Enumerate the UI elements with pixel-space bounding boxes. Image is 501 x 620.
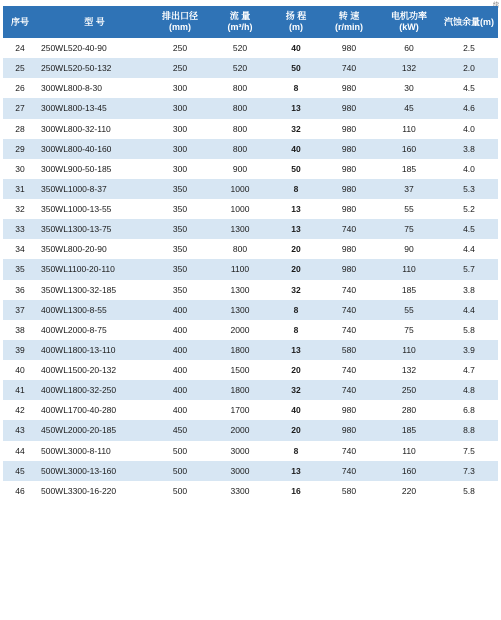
cell-head: 20 xyxy=(291,264,301,275)
cell-no: 41 xyxy=(15,385,25,396)
table-row xyxy=(3,400,498,420)
cell-speed: 740 xyxy=(341,385,357,396)
cell-flow: 1000 xyxy=(230,183,250,194)
table-row xyxy=(3,461,498,481)
cell-model: 400WL1300-8-55 xyxy=(41,304,107,315)
table-header xyxy=(3,6,498,38)
cell-power: 132 xyxy=(401,63,417,74)
cell-outlet: 450 xyxy=(172,425,188,436)
cell-speed: 740 xyxy=(341,324,357,335)
cell-model: 500WL3000-13-160 xyxy=(41,465,117,476)
cell-flow: 1300 xyxy=(230,224,250,235)
cell-flow: 3000 xyxy=(230,445,250,456)
cell-power: 185 xyxy=(401,163,417,174)
cell-speed: 980 xyxy=(341,123,357,134)
cell-flow: 800 xyxy=(232,83,248,94)
table-row xyxy=(3,441,498,461)
cell-head: 50 xyxy=(291,163,301,174)
cell-model: 400WL2000-8-75 xyxy=(41,324,107,335)
table-row xyxy=(3,119,498,139)
cell-no: 35 xyxy=(15,264,25,275)
cell-power: 185 xyxy=(401,284,417,295)
cell-outlet: 400 xyxy=(172,405,188,416)
cell-no: 46 xyxy=(15,485,25,496)
cell-power: 132 xyxy=(401,365,417,376)
cell-speed: 980 xyxy=(341,183,357,194)
header-no: 序号 xyxy=(10,16,29,27)
cell-no: 28 xyxy=(15,123,25,134)
cell-power: 75 xyxy=(404,324,414,335)
cell-speed: 980 xyxy=(341,264,357,275)
cell-flow: 1800 xyxy=(230,385,250,396)
cell-speed: 740 xyxy=(341,445,357,456)
header-row xyxy=(3,6,498,38)
header-power-line2: (kW) xyxy=(399,22,419,32)
cell-npsh: 5.8 xyxy=(463,485,475,496)
cell-model: 500WL3300-16-220 xyxy=(41,485,117,496)
cell-head: 40 xyxy=(291,43,301,54)
cell-speed: 740 xyxy=(341,465,357,476)
cell-model: 350WL800-20-90 xyxy=(41,244,107,255)
header-speed xyxy=(320,6,378,38)
table-row xyxy=(3,320,498,340)
cell-head: 8 xyxy=(293,183,299,194)
table-row xyxy=(3,219,498,239)
cell-model: 500WL3000-8-110 xyxy=(41,445,111,456)
cell-npsh: 2.0 xyxy=(463,63,475,74)
cell-npsh: 2.5 xyxy=(463,43,475,54)
cell-head: 20 xyxy=(291,244,301,255)
cell-no: 43 xyxy=(15,425,25,436)
cell-head: 20 xyxy=(291,365,301,376)
cell-power: 110 xyxy=(402,445,416,456)
cell-flow: 3000 xyxy=(230,465,250,476)
cell-no: 36 xyxy=(15,284,25,295)
table-row xyxy=(3,159,498,179)
cell-npsh: 4.6 xyxy=(463,103,475,114)
cell-outlet: 350 xyxy=(172,224,188,235)
cell-power: 250 xyxy=(401,385,417,396)
table-row xyxy=(3,280,498,300)
table-row xyxy=(3,78,498,98)
cell-outlet: 400 xyxy=(172,324,188,335)
cell-head: 13 xyxy=(291,344,301,355)
continued-mark: 续 xyxy=(492,3,499,9)
cell-npsh: 3.9 xyxy=(463,344,475,355)
cell-head: 13 xyxy=(291,103,301,114)
cell-head: 13 xyxy=(291,204,301,215)
cell-outlet: 350 xyxy=(172,244,188,255)
cell-npsh: 5.3 xyxy=(463,183,475,194)
cell-speed: 980 xyxy=(341,244,357,255)
cell-npsh: 4.4 xyxy=(463,244,475,255)
cell-no: 32 xyxy=(15,204,25,215)
cell-model: 400WL1700-40-280 xyxy=(41,405,117,416)
cell-no: 27 xyxy=(15,103,25,114)
cell-power: 30 xyxy=(404,83,414,94)
table-row xyxy=(3,380,498,400)
cell-no: 40 xyxy=(15,365,25,376)
cell-head: 50 xyxy=(291,63,301,74)
cell-flow: 1700 xyxy=(230,405,250,416)
cell-power: 185 xyxy=(401,425,417,436)
cell-head: 13 xyxy=(291,465,301,476)
cell-outlet: 350 xyxy=(172,204,188,215)
cell-outlet: 400 xyxy=(172,385,188,396)
cell-head: 32 xyxy=(291,385,301,396)
cell-head: 8 xyxy=(293,304,299,315)
cell-head: 16 xyxy=(291,485,301,496)
cell-speed: 980 xyxy=(341,425,357,436)
table-body xyxy=(3,38,498,501)
cell-model: 300WL900-50-185 xyxy=(41,163,112,174)
cell-flow: 800 xyxy=(232,244,248,255)
pump-spec-table-container xyxy=(3,6,498,501)
cell-outlet: 500 xyxy=(172,465,188,476)
cell-outlet: 300 xyxy=(172,163,188,174)
cell-head: 40 xyxy=(291,143,301,154)
cell-npsh: 3.8 xyxy=(463,143,475,154)
cell-head: 8 xyxy=(293,83,299,94)
cell-npsh: 4.4 xyxy=(463,304,475,315)
cell-head: 40 xyxy=(291,405,301,416)
cell-flow: 800 xyxy=(232,103,248,114)
cell-power: 220 xyxy=(401,485,417,496)
table-row xyxy=(3,420,498,440)
header-head xyxy=(272,6,320,38)
cell-npsh: 7.3 xyxy=(463,465,475,476)
cell-model: 250WL520-50-132 xyxy=(41,63,112,74)
cell-flow: 1300 xyxy=(230,304,250,315)
table-row xyxy=(3,300,498,320)
cell-flow: 1800 xyxy=(230,344,250,355)
table-row xyxy=(3,481,498,501)
cell-no: 44 xyxy=(15,445,25,456)
table-row xyxy=(3,199,498,219)
cell-speed: 980 xyxy=(341,103,357,114)
cell-npsh: 7.5 xyxy=(463,445,475,456)
header-power xyxy=(378,6,440,38)
cell-power: 60 xyxy=(404,43,414,54)
header-head-line1: 扬 程 xyxy=(285,11,307,21)
cell-outlet: 300 xyxy=(172,143,188,154)
cell-head: 8 xyxy=(293,324,299,335)
cell-power: 90 xyxy=(404,244,414,255)
cell-head: 32 xyxy=(291,284,301,295)
cell-power: 45 xyxy=(404,103,414,114)
cell-speed: 580 xyxy=(341,344,357,355)
cell-head: 32 xyxy=(291,123,301,134)
cell-no: 30 xyxy=(15,163,25,174)
cell-outlet: 500 xyxy=(172,445,188,456)
cell-flow: 1100 xyxy=(230,264,250,275)
cell-power: 55 xyxy=(404,304,414,315)
cell-npsh: 4.5 xyxy=(463,224,475,235)
cell-model: 350WL1000-13-55 xyxy=(41,204,112,215)
cell-power: 160 xyxy=(401,143,417,154)
cell-no: 39 xyxy=(15,344,25,355)
header-speed-line1: 转 速 xyxy=(338,11,360,21)
table-row xyxy=(3,360,498,380)
header-npsh: 汽蚀余量(m) xyxy=(444,16,494,27)
cell-speed: 980 xyxy=(341,143,357,154)
cell-model: 400WL1800-13-110 xyxy=(41,344,116,355)
cell-npsh: 5.2 xyxy=(463,204,475,215)
cell-no: 33 xyxy=(15,224,25,235)
cell-outlet: 300 xyxy=(172,123,188,134)
table-row xyxy=(3,239,498,259)
cell-model: 450WL2000-20-185 xyxy=(41,425,117,436)
cell-flow: 520 xyxy=(232,63,248,74)
cell-speed: 980 xyxy=(341,83,357,94)
cell-speed: 580 xyxy=(341,485,357,496)
cell-model: 300WL800-32-110 xyxy=(41,123,111,134)
cell-outlet: 350 xyxy=(172,183,188,194)
cell-npsh: 6.8 xyxy=(463,405,475,416)
cell-model: 300WL800-8-30 xyxy=(41,83,102,94)
cell-speed: 740 xyxy=(341,224,357,235)
cell-model: 350WL1100-20-110 xyxy=(41,264,115,275)
cell-no: 26 xyxy=(15,83,25,94)
cell-head: 20 xyxy=(291,425,301,436)
cell-flow: 800 xyxy=(232,123,248,134)
cell-speed: 980 xyxy=(341,163,357,174)
cell-flow: 1500 xyxy=(230,365,250,376)
pump-spec-table xyxy=(3,6,498,501)
cell-outlet: 400 xyxy=(172,344,188,355)
cell-no: 45 xyxy=(15,465,25,476)
cell-npsh: 4.0 xyxy=(463,123,475,134)
cell-npsh: 4.0 xyxy=(463,163,475,174)
cell-npsh: 8.8 xyxy=(463,425,475,436)
cell-outlet: 500 xyxy=(172,485,188,496)
cell-npsh: 4.8 xyxy=(463,385,475,396)
cell-power: 110 xyxy=(402,344,416,355)
cell-no: 37 xyxy=(15,304,25,315)
cell-flow: 520 xyxy=(232,43,248,54)
cell-power: 160 xyxy=(401,465,417,476)
header-outlet: 排出口径(mm) xyxy=(161,11,198,32)
cell-outlet: 300 xyxy=(172,103,188,114)
cell-no: 34 xyxy=(15,244,25,255)
cell-head: 8 xyxy=(293,445,299,456)
cell-flow: 800 xyxy=(232,143,248,154)
cell-outlet: 350 xyxy=(172,284,188,295)
cell-model: 350WL1300-13-75 xyxy=(41,224,112,235)
cell-speed: 740 xyxy=(341,304,357,315)
cell-npsh: 5.7 xyxy=(463,264,475,275)
cell-no: 29 xyxy=(15,143,25,154)
cell-model: 400WL1500-20-132 xyxy=(41,365,117,376)
cell-flow: 1000 xyxy=(230,204,250,215)
cell-speed: 980 xyxy=(341,405,357,416)
header-model: 型 号 xyxy=(84,16,105,27)
cell-outlet: 300 xyxy=(172,83,188,94)
cell-speed: 740 xyxy=(341,365,357,376)
table-row xyxy=(3,179,498,199)
cell-speed: 980 xyxy=(341,43,357,54)
cell-npsh: 4.7 xyxy=(463,365,475,376)
cell-speed: 740 xyxy=(341,63,357,74)
cell-speed: 740 xyxy=(341,284,357,295)
cell-model: 400WL1800-32-250 xyxy=(41,385,117,396)
cell-no: 38 xyxy=(15,324,25,335)
table-row xyxy=(3,58,498,78)
cell-model: 250WL520-40-90 xyxy=(41,43,107,54)
header-power-line1: 电机功率 xyxy=(390,11,427,21)
cell-power: 55 xyxy=(404,204,414,215)
cell-power: 75 xyxy=(404,224,414,235)
cell-power: 37 xyxy=(404,183,414,194)
cell-outlet: 250 xyxy=(172,43,188,54)
cell-power: 280 xyxy=(401,405,417,416)
cell-outlet: 400 xyxy=(172,365,188,376)
header-flow-line1: 流 量 xyxy=(229,11,251,21)
table-row xyxy=(3,340,498,360)
cell-outlet: 400 xyxy=(172,304,188,315)
cell-npsh: 4.5 xyxy=(463,83,475,94)
cell-outlet: 250 xyxy=(172,63,188,74)
cell-power: 110 xyxy=(402,123,416,134)
cell-model: 300WL800-13-45 xyxy=(41,103,107,114)
cell-no: 42 xyxy=(15,405,25,416)
header-flow-line2: (m³/h) xyxy=(227,22,253,32)
cell-model: 300WL800-40-160 xyxy=(41,143,112,154)
cell-head: 13 xyxy=(291,224,301,235)
cell-outlet: 350 xyxy=(172,264,188,275)
cell-flow: 2000 xyxy=(230,324,250,335)
table-row xyxy=(3,98,498,118)
table-row xyxy=(3,259,498,279)
cell-no: 24 xyxy=(15,43,25,54)
header-flow xyxy=(208,6,272,38)
cell-speed: 980 xyxy=(341,204,357,215)
cell-no: 31 xyxy=(15,183,25,194)
cell-flow: 3300 xyxy=(230,485,250,496)
cell-npsh: 5.8 xyxy=(463,324,475,335)
table-row xyxy=(3,139,498,159)
cell-flow: 1300 xyxy=(230,284,250,295)
cell-flow: 900 xyxy=(232,163,248,174)
header-head-line2: (m) xyxy=(289,22,303,32)
cell-no: 25 xyxy=(15,63,25,74)
cell-model: 350WL1300-32-185 xyxy=(41,284,117,295)
cell-flow: 2000 xyxy=(230,425,250,436)
table-row xyxy=(3,38,498,58)
cell-npsh: 3.8 xyxy=(463,284,475,295)
header-speed-line2: (r/min) xyxy=(335,22,363,32)
cell-power: 110 xyxy=(402,264,416,275)
cell-model: 350WL1000-8-37 xyxy=(41,183,107,194)
